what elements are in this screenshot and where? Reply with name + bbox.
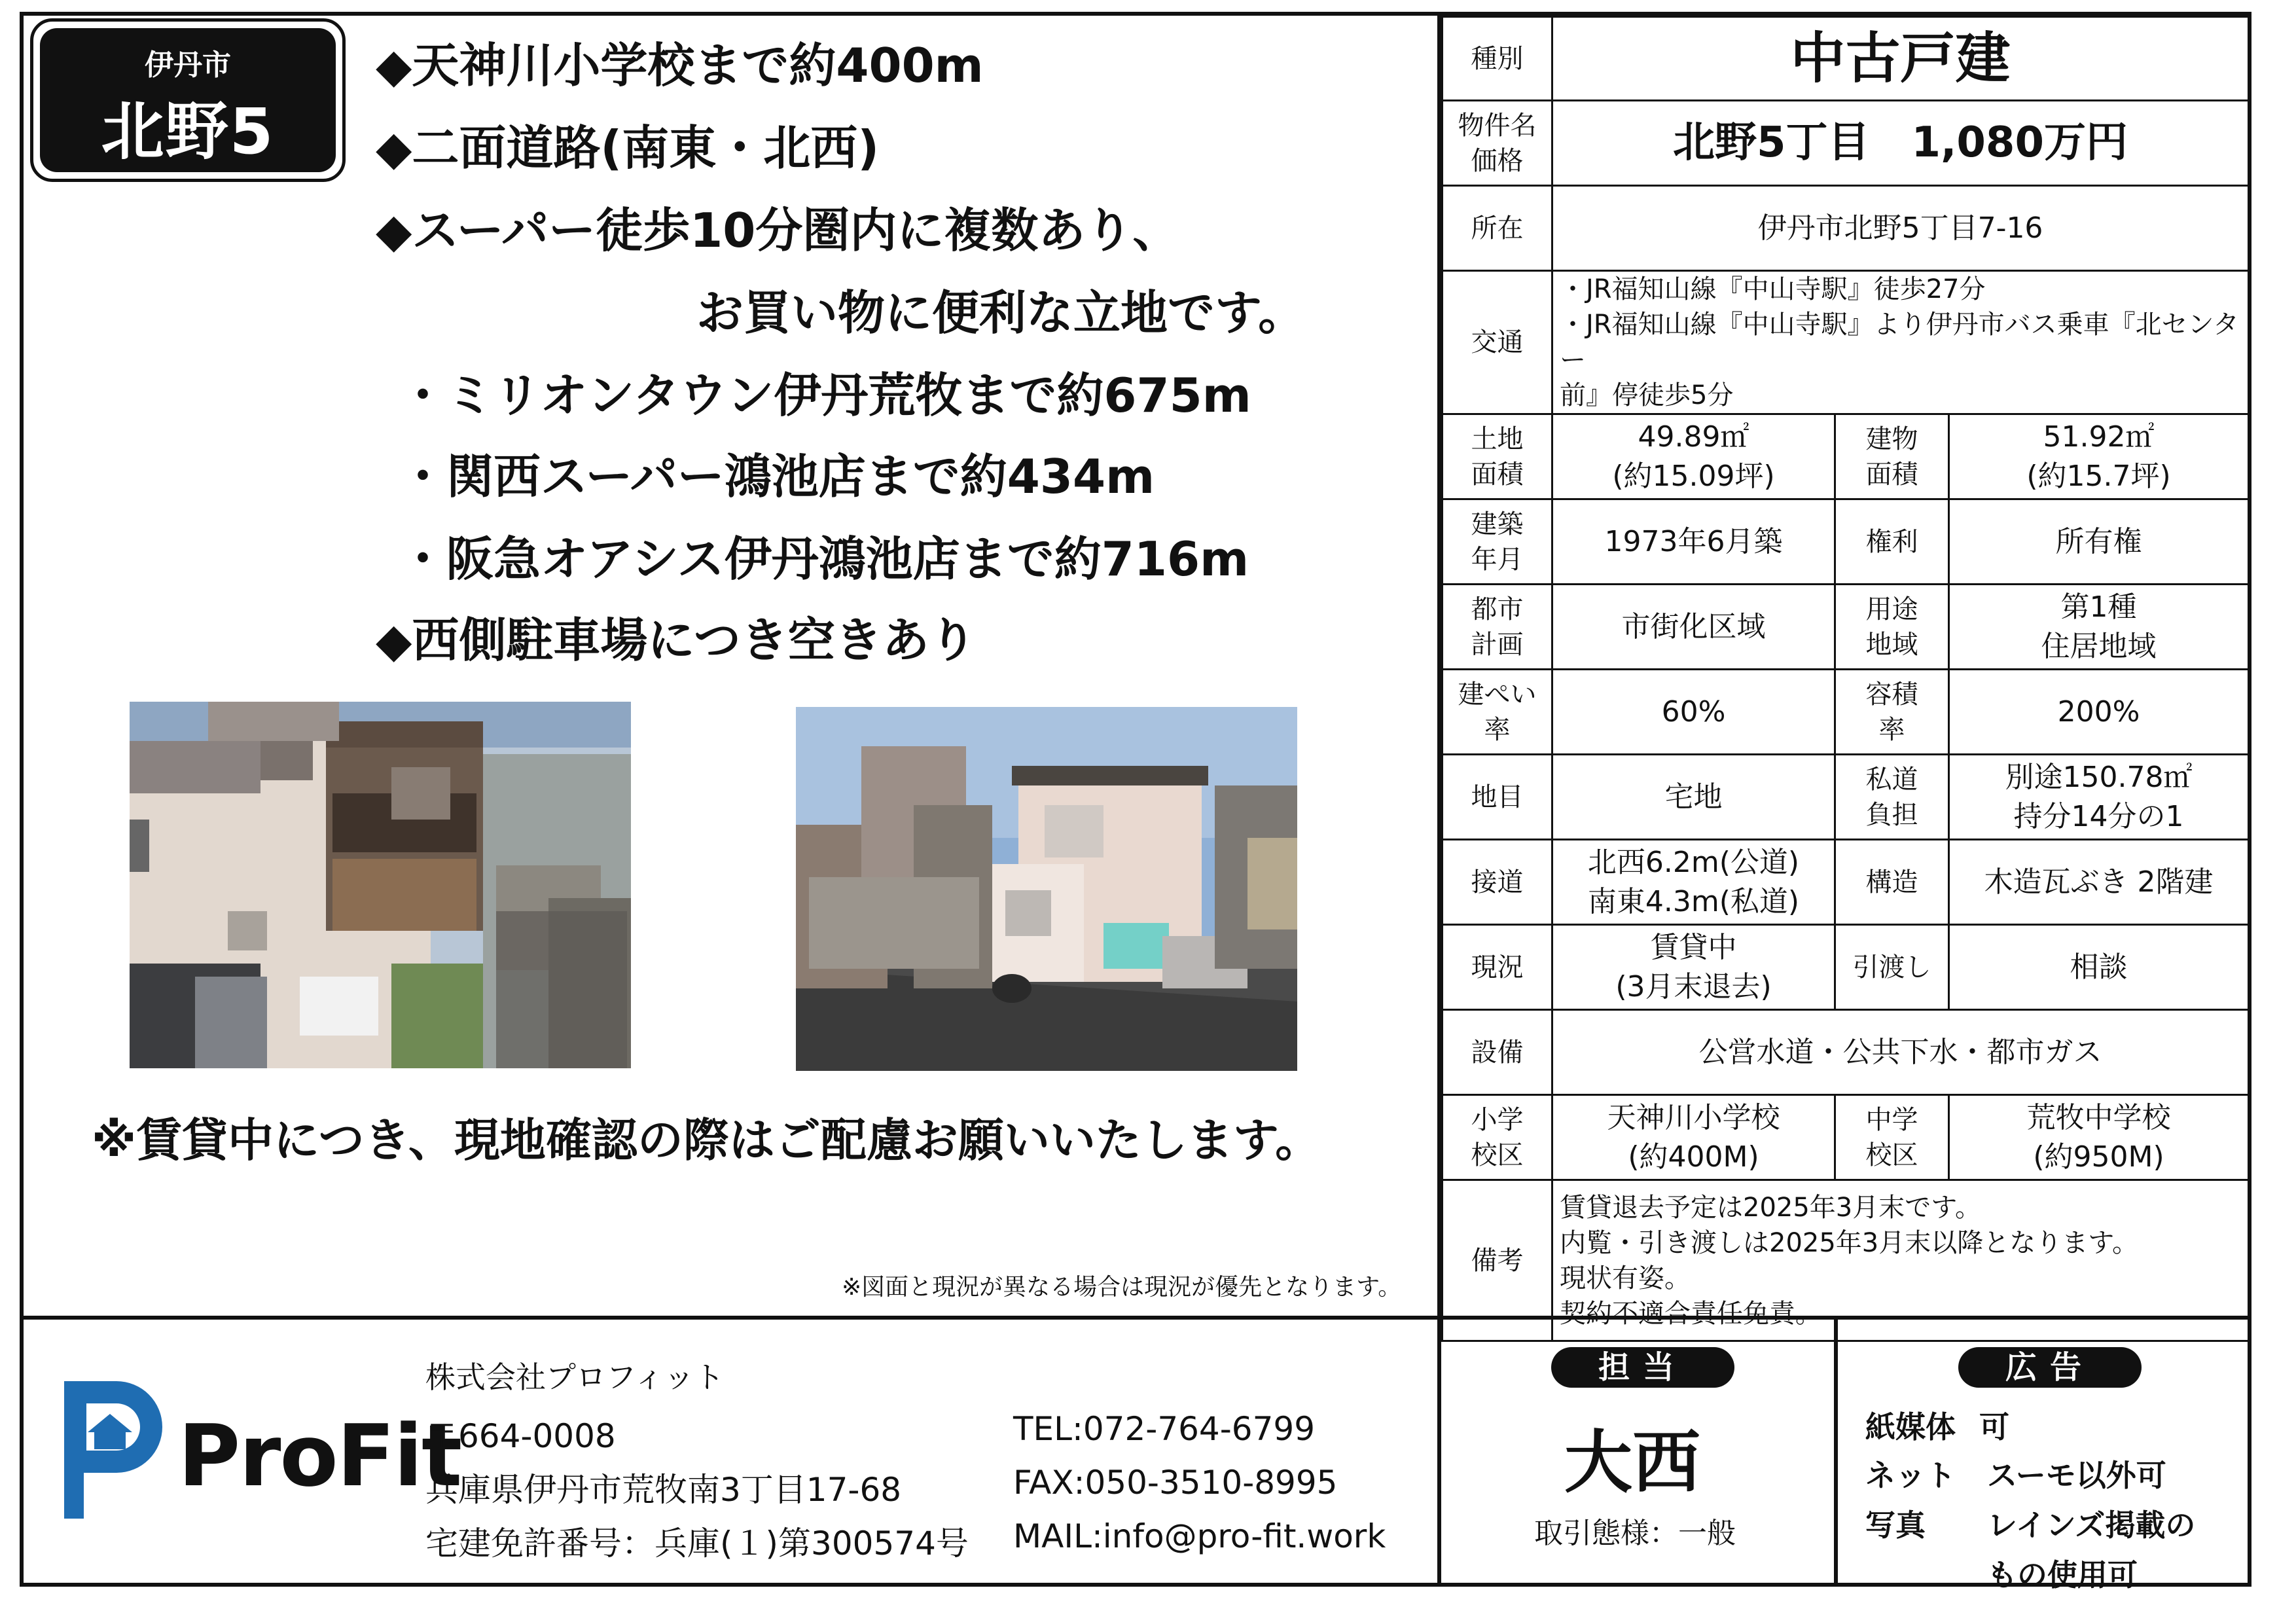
elementary-value (1552, 1095, 1835, 1180)
area-badge-inner (40, 28, 336, 172)
transaction-type: 取引態様：一般 (1534, 1517, 1736, 1550)
land-category-label: 地目 (1443, 755, 1552, 840)
status-value (1552, 925, 1835, 1010)
right-value: 所有権 (1949, 499, 2249, 585)
junior-2: (約950M) (2033, 1140, 2164, 1174)
footnote: ※図面と現況が異なる場合は現況が優先となります。 (842, 1274, 1402, 1301)
status-1: 賃貸中 (1650, 931, 1737, 965)
table-row (1443, 101, 2249, 186)
building-area-label (1835, 414, 1949, 499)
road-burden-label-2: 負担 (1865, 799, 1918, 830)
company-logo-text: ProFit (178, 1406, 461, 1506)
far-label (1835, 670, 1949, 755)
footer-column-divider (1834, 1316, 1838, 1587)
bldg-label-2: 面積 (1865, 459, 1918, 490)
far-label-1: 容積 (1865, 679, 1918, 710)
junior-label-2: 校区 (1865, 1140, 1918, 1170)
table-row (1443, 1010, 2249, 1095)
built-value: 1973年6月築 (1552, 499, 1835, 585)
road-access-label: 接道 (1443, 840, 1552, 925)
zoning-label (1835, 585, 1949, 670)
road-burden-2: 持分14分の1 (2013, 799, 2184, 833)
remarks-line: 賃貸退去予定は2025年3月末です。 (1560, 1192, 1982, 1223)
badge-city: 伊丹市 (145, 48, 231, 82)
ad-photo-label: 写真 (1865, 1507, 1926, 1543)
transport-label: 交通 (1443, 271, 1552, 414)
junior-1: 荒牧中学校 (2026, 1101, 2171, 1135)
elem-label-1: 小学 (1471, 1104, 1524, 1135)
table-row (1443, 670, 2249, 755)
ad-net-value: スーモ以外可 (1987, 1458, 2166, 1493)
land-area-label (1443, 414, 1552, 499)
junior-value (1949, 1095, 2249, 1180)
built-label-2: 年月 (1471, 544, 1524, 575)
bcr-value: 60% (1552, 670, 1835, 755)
road-2: 南東4.3m(私道) (1587, 884, 1800, 918)
table-row (1443, 585, 2249, 670)
feature-kansai-super: ・関西スーパー鴻池店まで約434m (399, 449, 1155, 504)
table-row (1443, 17, 2249, 101)
ad-net-label: ネット (1865, 1458, 1956, 1493)
feature-shopping: お買い物に便利な立地です。 (696, 285, 1306, 340)
bcr-label-1: 建ぺい (1458, 679, 1537, 710)
zoning-value (1949, 585, 2249, 670)
use-value-1: 第1種 (2060, 590, 2137, 624)
company-name: 株式会社プロフィット (425, 1360, 725, 1395)
road-access-value (1552, 840, 1835, 925)
far-value: 200% (1949, 670, 2249, 755)
address-value: 伊丹市北野5丁目7-16 (1552, 186, 2249, 271)
bldg-tsubo: (約15.7坪) (2026, 459, 2171, 493)
house-photo-1 (130, 702, 631, 1068)
right-label: 権利 (1835, 499, 1949, 585)
use-label-2: 地域 (1865, 629, 1918, 660)
built-label-1: 建築 (1471, 509, 1524, 539)
land-label-2: 面積 (1471, 459, 1524, 490)
table-row (1443, 414, 2249, 499)
far-label-2: 率 (1878, 714, 1905, 745)
badge-town: 北野5 (101, 95, 275, 168)
city-plan-value: 市街化区域 (1552, 585, 1835, 670)
company-mail: MAIL:info@pro-fit.work (1013, 1517, 1386, 1555)
ad-paper-value: 可 (1979, 1409, 2009, 1445)
elem-2: (約400M) (1628, 1140, 1759, 1174)
land-tsubo: (約15.09坪) (1612, 459, 1775, 493)
ad-pill: 広告 (1958, 1347, 2142, 1388)
private-road-label (1835, 755, 1949, 840)
remarks-line: 内覧・引き渡しは2025年3月末以降となります。 (1560, 1227, 2139, 1258)
use-label-1: 用途 (1865, 594, 1918, 624)
facility-value: 公営水道・公共下水・都市ガス (1552, 1010, 2249, 1095)
name-label: 物件名 (1458, 110, 1537, 141)
facility-label: 設備 (1443, 1010, 1552, 1095)
price-label: 価格 (1471, 145, 1524, 176)
name-price-value: 北野5丁目 1,080万円 (1552, 101, 2249, 186)
transport-value (1552, 271, 2249, 414)
remarks-label: 備考 (1443, 1180, 1552, 1341)
city-plan-label (1443, 585, 1552, 670)
ad-photo-value-2: もの使用可 (1987, 1557, 2138, 1593)
land-area-value (1552, 414, 1835, 499)
company-license: 宅建免許番号：兵庫(１)第300574号 (425, 1525, 969, 1562)
company-address: 兵庫県伊丹市荒牧南3丁目17-68 (425, 1471, 902, 1509)
table-row (1443, 271, 2249, 414)
status-2: (3月末退去) (1615, 969, 1772, 1003)
table-row (1443, 499, 2249, 585)
tenant-notice: ※賃貸中につき、現地確認の際はご配慮お願いいたします。 (92, 1113, 1321, 1167)
elementary-label (1443, 1095, 1552, 1180)
transport-line: 前』停徒歩5分 (1560, 380, 1734, 410)
name-price-label (1443, 101, 1552, 186)
private-road-value (1949, 755, 2249, 840)
bldg-label-1: 建物 (1865, 424, 1918, 454)
structure-value: 木造瓦ぶき 2階建 (1949, 840, 2249, 925)
handover-value: 相談 (1949, 925, 2249, 1010)
status-label: 現況 (1443, 925, 1552, 1010)
ad-paper-label: 紙媒体 (1865, 1409, 1956, 1445)
table-row (1443, 1095, 2249, 1180)
company-fax: FAX:050-3510-8995 (1013, 1464, 1338, 1502)
built-label (1443, 499, 1552, 585)
area-badge (30, 18, 346, 182)
transport-line: ・JR福知山線『中山寺駅』より伊丹市バス乗車『北センター (1560, 310, 2239, 375)
elem-label-2: 校区 (1471, 1140, 1524, 1170)
agent-name: 大西 (1564, 1422, 1701, 1502)
remarks-line: 契約不適合責任免責。 (1560, 1298, 1821, 1329)
table-row (1443, 1180, 2249, 1341)
use-value-2: 住居地域 (2041, 629, 2157, 663)
feature-parking: ◆西側駐車場につき空きあり (376, 613, 977, 668)
elem-1: 天神川小学校 (1607, 1101, 1780, 1135)
table-row (1443, 186, 2249, 271)
table-row (1443, 840, 2249, 925)
feature-million-town: ・ミリオンタウン伊丹荒牧まで約675m (399, 368, 1251, 423)
feature-school: ◆天神川小学校まで約400m (376, 38, 984, 93)
profit-logo-icon (64, 1381, 162, 1519)
remarks-line: 現状有姿。 (1560, 1263, 1691, 1293)
remarks-value (1552, 1180, 2249, 1341)
bldg-sqm: 51.92㎡ (2043, 420, 2155, 454)
city-label-2: 計画 (1471, 629, 1524, 660)
property-spec-table (1441, 16, 2250, 1342)
city-label-1: 都市 (1471, 594, 1524, 624)
company-zip: 〒664-0008 (425, 1417, 616, 1455)
type-value: 中古戸建 (1552, 17, 2249, 101)
land-label-1: 土地 (1471, 424, 1524, 454)
road-burden-label-1: 私道 (1865, 764, 1918, 795)
road-burden-1: 別途150.78㎡ (2005, 761, 2193, 795)
type-label: 種別 (1443, 17, 1552, 101)
table-row (1443, 755, 2249, 840)
house-photo-2 (796, 707, 1297, 1071)
transport-line: ・JR福知山線『中山寺駅』徒歩27分 (1560, 274, 1986, 304)
road-1: 北西6.2m(公道) (1587, 846, 1800, 880)
company-tel: TEL:072-764-6799 (1013, 1410, 1316, 1448)
structure-label: 構造 (1835, 840, 1949, 925)
feature-hankyu-oasis: ・阪急オアシス伊丹鴻池店まで約716m (399, 532, 1249, 586)
bcr-label (1443, 670, 1552, 755)
table-row (1443, 925, 2249, 1010)
feature-road: ◆二面道路(南東・北西) (376, 120, 880, 175)
address-label: 所在 (1443, 186, 1552, 271)
ad-photo-value-1: レインズ掲載の (1987, 1507, 2196, 1543)
building-area-value (1949, 414, 2249, 499)
land-category-value: 宅地 (1552, 755, 1835, 840)
handover-label: 引渡し (1835, 925, 1949, 1010)
agent-pill: 担当 (1551, 1347, 1734, 1388)
feature-supermarket: ◆スーパー徒歩10分圏内に複数あり、 (376, 203, 1180, 258)
junior-label (1835, 1095, 1949, 1180)
bcr-label-2: 率 (1484, 714, 1511, 745)
land-sqm: 49.89㎡ (1638, 420, 1749, 454)
junior-label-1: 中学 (1865, 1104, 1918, 1135)
